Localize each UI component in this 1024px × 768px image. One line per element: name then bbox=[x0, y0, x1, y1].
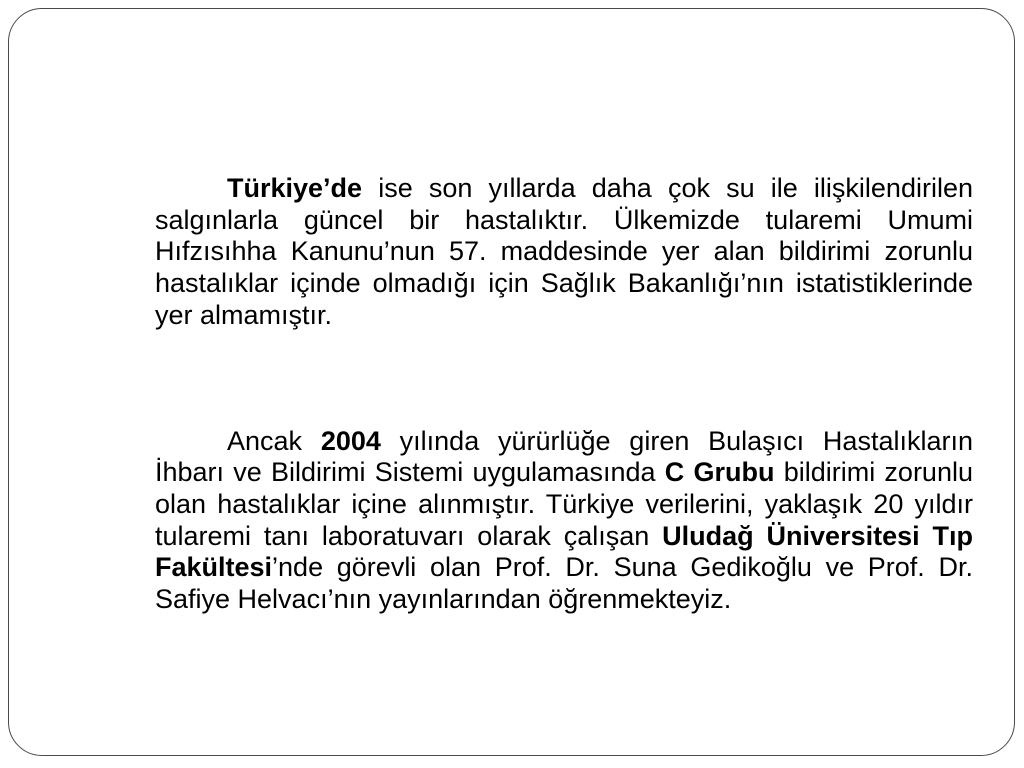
slide-frame bbox=[8, 8, 1015, 756]
slide-body bbox=[155, 173, 973, 616]
paragraph-text: yılında yürürlüğe giren Bulaşıcı Hastalıkların İhbarı ve Bildirimi Sistemi uygulamasında bbox=[155, 425, 973, 488]
bold-institution: Uludağ Üniversitesi Tıp Fakültesi bbox=[155, 520, 973, 583]
paragraph-1 bbox=[155, 173, 973, 332]
paragraph-text: ’nde görevli olan Prof. Dr. Suna Gedikoğlu ve Prof. Dr. Safiye Helvacı’nın yayınlarından öğrenmekteyiz. bbox=[155, 552, 973, 615]
paragraph-text: bildirimi zorunlu olan hastalıklar içine alınmıştır. Türkiye verilerini, yaklaşık 20 yıldır tularemi tanı laboratuvarı olarak çalışan bbox=[155, 457, 973, 551]
paragraph-text: Ancak bbox=[227, 425, 321, 456]
bold-group: C Grubu bbox=[664, 457, 775, 488]
bold-term: Türkiye’de bbox=[227, 173, 363, 203]
bold-year: 2004 bbox=[320, 425, 381, 456]
paragraph-2 bbox=[155, 426, 973, 616]
paragraph-text: ise son yıllarda daha çok su ile ilişkilendirilen salgınlarla güncel bir hastalıktır. Ülkemizde tularemi Umumi Hıfzısıhha Kanunu’nun 57. maddesinde yer alan bildirimi zorunlu hastalıklar içinde olmadığı için Sağlık Bakanlığı’nın istatistiklerinde yer almamıştır. bbox=[155, 173, 973, 330]
